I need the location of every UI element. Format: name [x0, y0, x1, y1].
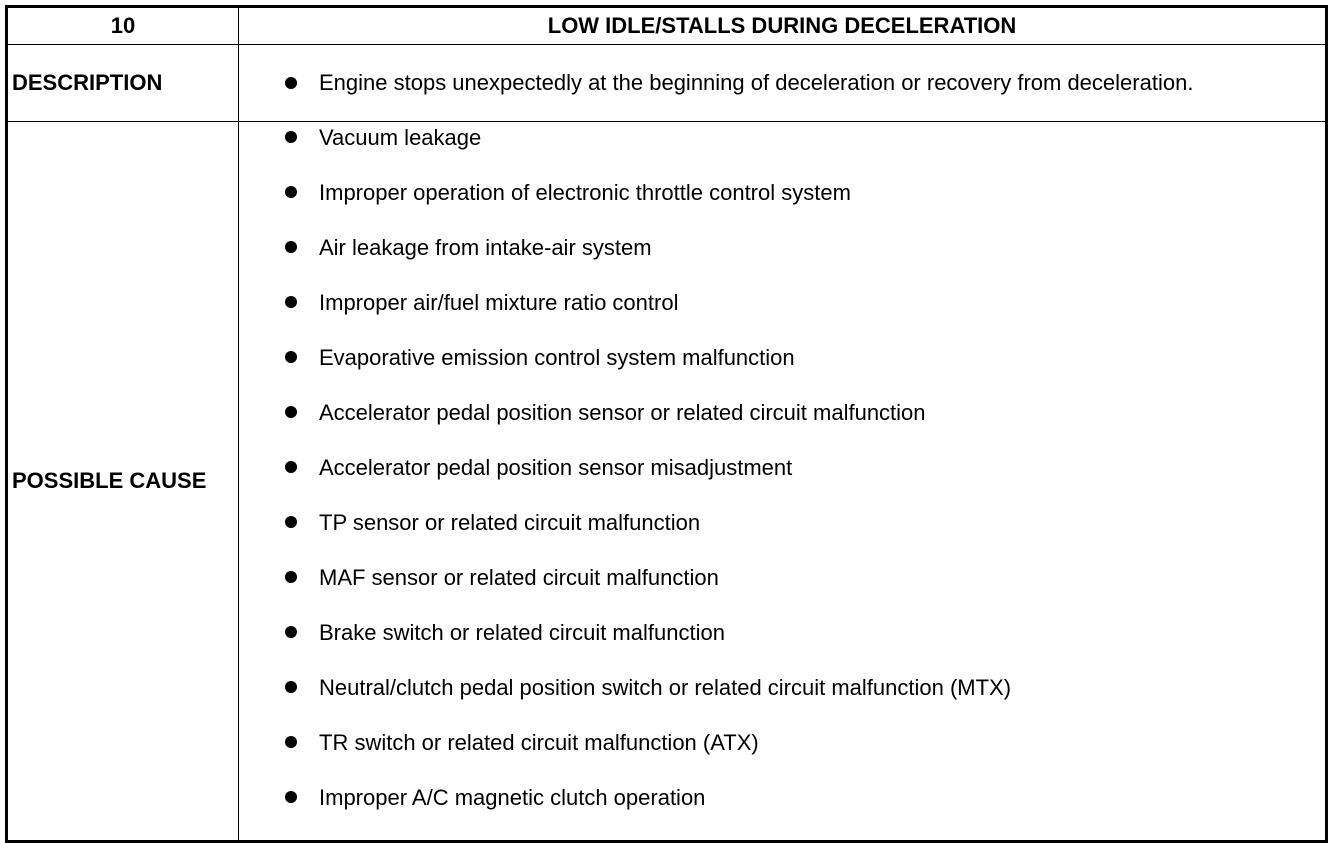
symptom-number: 10: [7, 7, 239, 45]
bullet-icon: [285, 681, 297, 693]
header-row: [7, 7, 1327, 45]
cause-item: [283, 125, 1325, 180]
cause-text: TP sensor or related circuit malfunction: [319, 510, 701, 535]
bullet-icon: [285, 791, 297, 803]
bullet-icon: [285, 131, 297, 143]
cause-list: [239, 122, 1325, 840]
description-row: [7, 45, 1327, 122]
cause-text: Neutral/clutch pedal position switch or related circuit malfunction (MTX): [319, 675, 1012, 700]
cause-item: [283, 510, 1325, 565]
cause-text: Evaporative emission control system malfunction: [319, 345, 795, 370]
cause-text: Air leakage from intake-air system: [319, 235, 652, 260]
cause-item: [283, 730, 1325, 785]
possible-cause-cell: [239, 122, 1327, 842]
cause-text: Accelerator pedal position sensor or related circuit malfunction: [319, 400, 926, 425]
description-cell: [239, 45, 1327, 122]
cause-text: MAF sensor or related circuit malfunction: [319, 565, 719, 590]
description-list: [239, 71, 1325, 95]
cause-text: Accelerator pedal position sensor misadjustment: [319, 455, 793, 480]
cause-text: Brake switch or related circuit malfunction: [319, 620, 725, 645]
symptom-title: LOW IDLE/STALLS DURING DECELERATION: [239, 7, 1327, 45]
bullet-icon: [285, 351, 297, 363]
cause-item: [283, 235, 1325, 290]
cause-item: [283, 675, 1325, 730]
diagnostic-table: [5, 5, 1328, 843]
description-text: Engine stops unexpectedly at the beginning of deceleration or recovery from deceleration.: [319, 70, 1194, 95]
description-label: DESCRIPTION: [7, 45, 239, 122]
cause-item: [283, 565, 1325, 620]
bullet-icon: [285, 296, 297, 308]
bullet-icon: [285, 241, 297, 253]
cause-item: [283, 400, 1325, 455]
bullet-icon: [285, 186, 297, 198]
bullet-icon: [285, 77, 297, 89]
bullet-icon: [285, 516, 297, 528]
bullet-icon: [285, 626, 297, 638]
possible-cause-label: POSSIBLE CAUSE: [7, 122, 239, 842]
cause-item: [283, 180, 1325, 235]
cause-item: [283, 620, 1325, 675]
cause-item: [283, 345, 1325, 400]
cause-item: [283, 290, 1325, 345]
cause-text: TR switch or related circuit malfunction (ATX): [319, 730, 759, 755]
cause-text: Improper A/C magnetic clutch operation: [319, 785, 706, 810]
cause-item: [283, 455, 1325, 510]
cause-text: Improper air/fuel mixture ratio control: [319, 290, 679, 315]
cause-item: [283, 785, 1325, 840]
bullet-icon: [285, 571, 297, 583]
description-item: [283, 71, 1199, 95]
cause-text: Vacuum leakage: [319, 125, 482, 150]
bullet-icon: [285, 461, 297, 473]
cause-text: Improper operation of electronic throttle control system: [319, 180, 851, 205]
bullet-icon: [285, 736, 297, 748]
possible-cause-row: [7, 122, 1327, 842]
bullet-icon: [285, 406, 297, 418]
